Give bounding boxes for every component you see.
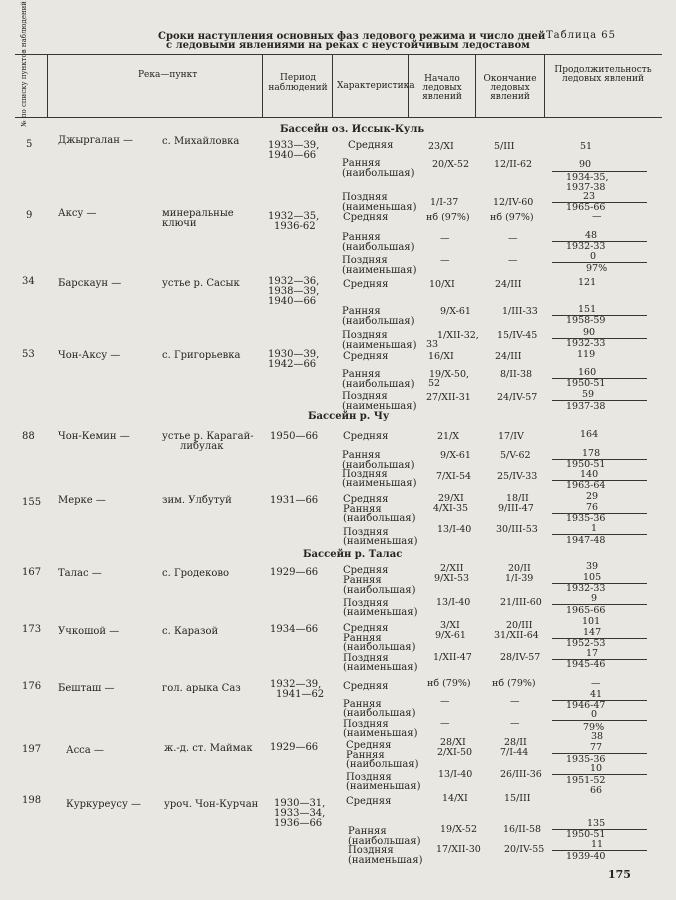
char-label: (наибольшая): [342, 242, 415, 253]
dur-value: 90: [579, 159, 592, 170]
end-value: 31/XII-64: [494, 630, 539, 641]
dur-year: 1935-36: [566, 754, 606, 765]
char-label: Поздняя: [343, 598, 389, 609]
period: 1929—66: [270, 567, 319, 578]
dur-value: 77: [590, 742, 603, 753]
dur-year: 1934-35,: [566, 172, 609, 183]
char-label: (наименьшая): [342, 401, 417, 412]
dur-value: 59: [582, 389, 595, 400]
dur-year: 1958-59: [566, 315, 606, 326]
char-label: Средняя: [343, 681, 389, 692]
period: 1930—39,: [268, 349, 320, 360]
basin-issyk-kul: Бассейн оз. Иссык-Куль: [280, 124, 425, 135]
period: 1950—66: [270, 431, 319, 442]
period: 1940—66: [268, 296, 317, 307]
col-header-char: Характеристика: [337, 81, 415, 91]
table-title: [158, 32, 545, 50]
start-value: 10/XI: [429, 279, 455, 290]
dur-value: 41: [590, 689, 603, 700]
end-value: 15/IV-45: [497, 330, 538, 341]
col-divider-2: [262, 54, 263, 118]
col-header-river: Река—пункт: [138, 70, 198, 80]
start-value: 23/XI: [428, 141, 454, 152]
end-value: 24/IV-57: [497, 392, 538, 403]
end-value: 8/II-38: [500, 369, 533, 380]
dur-value: 11: [591, 839, 604, 850]
char-label: Средняя: [343, 279, 389, 290]
char-label: (наибольшая): [346, 759, 419, 770]
site-name: минеральные: [162, 208, 234, 219]
dur-year: 1950-51: [566, 459, 606, 470]
river-name: Аксу —: [58, 208, 97, 219]
station-num: 88: [22, 431, 35, 442]
char-label: (наименьшая): [343, 662, 418, 673]
dur-rule: [552, 720, 647, 721]
col-header-num: № по списку пунктов наблюдений: [20, 1, 28, 127]
period: 1930—31,: [274, 798, 326, 809]
end-value: нб (97%): [490, 212, 534, 223]
dur-value: 160: [578, 367, 597, 378]
dur-year: 1950-51: [566, 378, 606, 389]
start-value: 9/X-61: [440, 450, 471, 461]
end-value: 5/III: [494, 141, 515, 152]
end-value: —: [508, 233, 518, 244]
end-value: 12/II-62: [494, 159, 533, 170]
end-value: 7/I-44: [500, 747, 529, 758]
dur-value: 39: [586, 561, 599, 572]
period: 1933—39,: [268, 140, 320, 151]
start-value: —: [440, 718, 450, 729]
dur-value: 101: [582, 616, 601, 627]
dur-value: 151: [578, 304, 597, 315]
end-value: 26/III-36: [500, 769, 542, 780]
end-value: 20/IV-55: [504, 844, 545, 855]
end-value: 16/II-58: [503, 824, 542, 835]
start-value: 7/XI-54: [436, 471, 472, 482]
start-value: нб (79%): [427, 678, 471, 689]
site-name: гол. арыка Саз: [162, 683, 241, 694]
period: 1933—34,: [274, 808, 326, 819]
char-label: Поздняя: [342, 255, 388, 266]
dur-value: —: [592, 211, 602, 222]
dur-value: 135: [587, 818, 606, 829]
char-label: (наименьшая): [342, 478, 417, 489]
char-label: Средняя: [343, 212, 389, 223]
char-label: (наибольшая): [343, 708, 416, 719]
char-label: (наибольшая): [343, 513, 416, 524]
dur-year: 1946-47: [566, 700, 606, 711]
char-label: Поздняя: [343, 653, 389, 664]
dur-year: 1965-66: [566, 605, 606, 616]
dur-year: 1939-40: [566, 851, 606, 862]
char-label: Ранняя: [343, 575, 382, 586]
dur-value: 90: [583, 327, 596, 338]
header-top-rule: [15, 54, 662, 55]
col-header-period: Период наблюдений: [268, 73, 328, 93]
dur-value: 51: [580, 141, 593, 152]
dur-year: 1945-46: [566, 659, 606, 670]
char-label: Поздняя: [348, 845, 394, 856]
dur-year: 1932-33: [566, 338, 606, 349]
dur-value: 48: [585, 230, 598, 241]
col-divider-3: [332, 54, 333, 118]
river-name: Чон-Аксу —: [58, 350, 121, 361]
start-value: 28/XI: [440, 737, 466, 748]
dur-value: 9: [591, 593, 598, 604]
river-name: Чон-Кемин —: [58, 431, 130, 442]
site-name: с. Гродеково: [162, 568, 229, 579]
end-value: 5/V-62: [500, 450, 531, 461]
end-value: 1/III-33: [502, 306, 538, 317]
col-divider-5: [475, 54, 476, 118]
period: 1938—39,: [268, 286, 320, 297]
dur-value: 38: [591, 731, 604, 742]
start-value: —: [440, 233, 450, 244]
period: 1931—66: [270, 495, 319, 506]
end-value: 24/III: [495, 351, 522, 362]
end-value: нб (79%): [492, 678, 536, 689]
dur-year: 1963-64: [566, 480, 606, 491]
dur-value: 178: [582, 448, 601, 459]
end-value: 25/IV-33: [497, 471, 538, 482]
dur-year: 1937-38: [566, 401, 606, 412]
header-bottom-rule: [15, 117, 662, 118]
river-name: Талас —: [58, 568, 102, 579]
char-label: (наименьшая): [343, 536, 418, 547]
dur-value: 76: [586, 502, 599, 513]
site-name: с. Григорьевка: [162, 350, 241, 361]
char-label: (наибольшая): [343, 585, 416, 596]
dur-year: 1951-52: [566, 775, 606, 786]
river-name: Барскаун —: [58, 278, 122, 289]
start-value: 14/XI: [442, 793, 468, 804]
char-label: Поздняя: [346, 772, 392, 783]
basin-talas: Бассейн р. Талас: [303, 549, 403, 560]
period: 1940—66: [268, 150, 317, 161]
char-label: Ранняя: [342, 158, 381, 169]
start-value: 21/X: [437, 431, 460, 442]
title-line-1: Сроки наступления основных фаз ледового режима и число дней: [158, 31, 546, 42]
start-value: —: [440, 696, 450, 707]
end-value: 20/II: [508, 563, 531, 574]
dur-value: 0: [590, 251, 597, 262]
dur-value: 10: [590, 763, 603, 774]
end-value: 24/III: [495, 279, 522, 290]
col-divider-6: [544, 54, 545, 118]
start-value: 27/XII-31: [426, 392, 471, 403]
char-label: Поздняя: [342, 330, 388, 341]
start-value: 3/XI: [440, 620, 460, 631]
period: 1936—66: [274, 818, 323, 829]
char-label: Ранняя: [342, 232, 381, 243]
char-label: (наименьшая): [343, 607, 418, 618]
end-value: —: [508, 255, 518, 266]
end-value: 28/IV-57: [500, 652, 541, 663]
char-label: Ранняя: [346, 750, 385, 761]
char-label: Средняя: [343, 494, 389, 505]
station-num: 5: [26, 139, 33, 150]
char-label: Средняя: [343, 351, 389, 362]
char-label: Поздняя: [343, 719, 389, 730]
dur-year: 79%: [583, 722, 605, 733]
dur-year: 1937-38: [566, 182, 606, 193]
end-value: 12/IV-60: [493, 197, 534, 208]
start-value: нб (97%): [426, 212, 470, 223]
char-label: Поздняя: [343, 527, 389, 538]
start-value: 2/XI-50: [437, 747, 473, 758]
char-label: (наибольшая): [342, 316, 415, 327]
char-label: (наибольшая): [343, 642, 416, 653]
period: 1936-62: [274, 221, 316, 232]
station-num: 176: [22, 681, 42, 692]
char-label: (наименьшая): [348, 855, 423, 866]
station-num: 155: [22, 497, 42, 508]
river-name: Куркуреусу —: [66, 799, 142, 810]
char-label: Поздняя: [342, 469, 388, 480]
start-value: 16/XI: [428, 351, 454, 362]
site-name: ж.-д. ст. Маймак: [164, 743, 253, 754]
end-value: 15/III: [504, 793, 531, 804]
char-label: Средняя: [346, 796, 392, 807]
dur-value: 29: [586, 491, 599, 502]
dur-value: 119: [577, 349, 596, 360]
dur-value: —: [591, 678, 601, 689]
dur-year: 1950-51: [566, 829, 606, 840]
char-label: Ранняя: [342, 306, 381, 317]
dur-year: 1965-66: [566, 202, 606, 213]
table-label: Таблица 65: [546, 30, 616, 41]
start-value: —: [440, 255, 450, 266]
char-label: (наименьшая): [346, 781, 421, 792]
start-value: 52: [428, 378, 441, 389]
page-number: 175: [608, 868, 631, 881]
char-label: Ранняя: [343, 504, 382, 515]
dur-value: 1: [591, 523, 598, 534]
char-label: (наибольшая): [348, 836, 421, 847]
char-label: Поздняя: [342, 391, 388, 402]
start-value: 13/I-40: [438, 769, 473, 780]
period: 1929—66: [270, 742, 319, 753]
site-name: устье р. Карагай-: [162, 431, 254, 442]
char-label: Средняя: [343, 565, 389, 576]
station-num: 197: [22, 744, 42, 755]
dur-year: 1932-33: [566, 241, 606, 252]
start-value: 1/I-37: [430, 197, 459, 208]
col-header-start: Начало ледовых явлений: [422, 74, 462, 102]
end-value: 28/II: [504, 737, 527, 748]
end-value: —: [510, 718, 520, 729]
end-value: 17/IV: [498, 431, 524, 442]
period: 1942—66: [268, 359, 317, 370]
dur-value: 23: [583, 191, 596, 202]
site-name: зим. Улбутуй: [162, 495, 232, 506]
dur-year: 1952-53: [566, 638, 606, 649]
start-value: 9/X-61: [440, 306, 471, 317]
char-label: Ранняя: [343, 699, 382, 710]
site-name: с. Каразой: [162, 626, 219, 637]
title-line-2: с ледовыми явлениями на реках с неустойчивым ледоставом: [166, 40, 530, 51]
end-value: 18/II: [506, 493, 529, 504]
start-value: 29/XI: [438, 493, 464, 504]
dur-year: 1932-33: [566, 583, 606, 594]
char-label: Ранняя: [343, 633, 382, 644]
char-label: (наименьшая): [342, 265, 417, 276]
char-label: Средняя: [348, 140, 394, 151]
start-value: 33: [426, 339, 439, 350]
river-name: Бешташ —: [58, 683, 115, 694]
period: 1932—35,: [268, 211, 320, 222]
site-name: либулак: [180, 441, 224, 452]
start-value: 17/XII-30: [436, 844, 481, 855]
char-label: Средняя: [346, 740, 392, 751]
start-value: 4/XI-35: [433, 503, 469, 514]
period: 1932—39,: [270, 679, 322, 690]
river-name: Учкошой —: [58, 626, 120, 637]
station-num: 34: [22, 276, 35, 287]
river-name: Джыргалан —: [58, 135, 134, 146]
start-value: 13/I-40: [436, 597, 471, 608]
char-label: (наибольшая): [342, 379, 415, 390]
char-label: Ранняя: [342, 450, 381, 461]
period: 1941—62: [276, 689, 325, 700]
site-name: ключи: [162, 218, 197, 229]
start-value: 9/XI-53: [434, 573, 470, 584]
char-label: Средняя: [343, 623, 389, 634]
dur-value: 66: [590, 785, 603, 796]
dur-value: 121: [578, 277, 597, 288]
site-name: устье р. Сасык: [162, 278, 240, 289]
dur-value: 0: [591, 709, 598, 720]
end-value: 30/III-53: [496, 524, 538, 535]
dur-value: 17: [586, 648, 599, 659]
start-value: 20/X-52: [432, 159, 470, 170]
char-label: Ранняя: [348, 826, 387, 837]
end-value: 9/III-47: [498, 503, 534, 514]
dur-year: 1947-48: [566, 535, 606, 546]
period: 1934—66: [270, 624, 319, 635]
end-value: 21/III-60: [500, 597, 542, 608]
river-name: Мерке —: [58, 495, 106, 506]
start-value: 13/I-40: [437, 524, 472, 535]
dur-year: 97%: [586, 263, 608, 274]
start-value: 1/XII-47: [433, 652, 472, 663]
col-header-end: Окончание ледовых явлений: [483, 74, 537, 102]
start-value: 19/X-50,: [429, 369, 470, 380]
end-value: 1/I-39: [505, 573, 534, 584]
basin-chu: Бассейн р. Чу: [308, 411, 390, 422]
station-num: 9: [26, 210, 33, 221]
river-name: Асса —: [66, 745, 104, 756]
station-num: 173: [22, 624, 42, 635]
col-header-dur: Продолжительность ледовых явлений: [554, 65, 652, 84]
dur-value: 140: [580, 469, 599, 480]
char-label: (наибольшая): [342, 168, 415, 179]
char-label: (наибольшая): [342, 460, 415, 471]
start-value: 9/X-61: [435, 630, 466, 641]
dur-value: 164: [580, 429, 599, 440]
char-label: Поздняя: [342, 192, 388, 203]
start-value: 1/XII-32,: [437, 330, 479, 341]
end-value: —: [510, 696, 520, 707]
site-name: уроч. Чон-Курчан: [164, 799, 259, 810]
station-num: 198: [22, 795, 42, 806]
char-label: (наименьшая): [343, 728, 418, 739]
start-value: 19/X-52: [440, 824, 478, 835]
char-label: (наименьшая): [342, 340, 417, 351]
site-name: с. Михайловка: [162, 136, 240, 147]
station-num: 167: [22, 567, 42, 578]
period: 1932—36,: [268, 276, 320, 287]
col-divider-1: [47, 54, 48, 118]
end-value: 20/III: [506, 620, 533, 631]
start-value: 2/XII: [440, 563, 464, 574]
dur-value: 147: [583, 627, 602, 638]
char-label: Ранняя: [342, 369, 381, 380]
station-num: 53: [22, 349, 35, 360]
char-label: (наименьшая): [342, 202, 417, 213]
dur-year: 1935-36: [566, 513, 606, 524]
dur-value: 105: [583, 572, 602, 583]
char-label: Средняя: [343, 431, 389, 442]
